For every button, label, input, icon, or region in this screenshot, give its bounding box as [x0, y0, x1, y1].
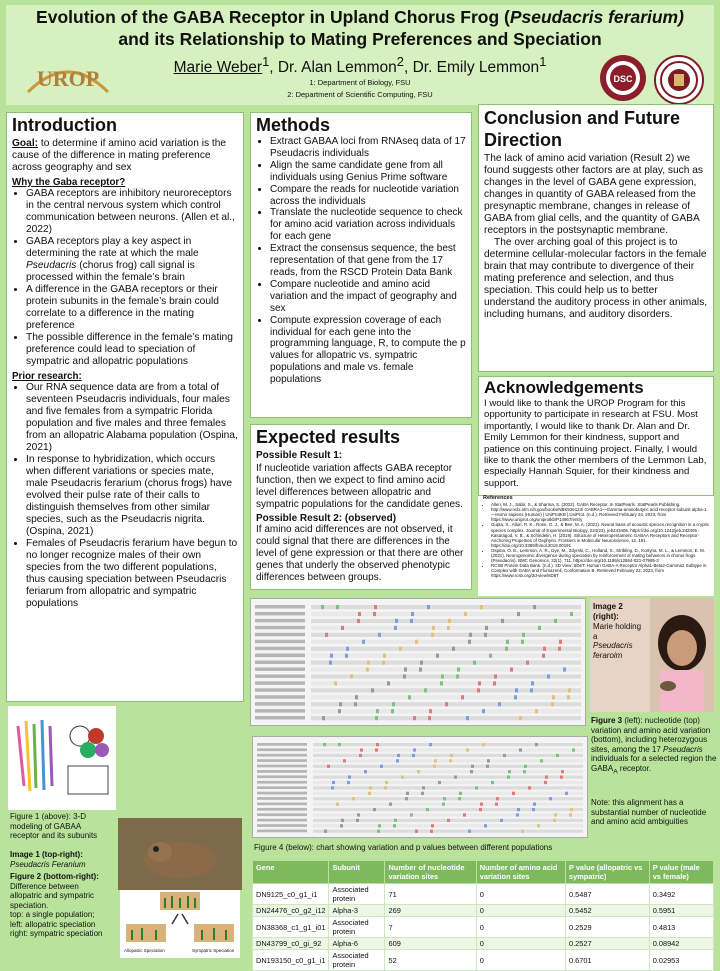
column-header: Number of amino acid variation sites: [476, 861, 565, 884]
methods-step: • Compute expression coverage of each individual for each gene into the programming language, R, to compute the p values for allopatric vs. sympatric populations and male vs. female populations: [270, 315, 466, 386]
poster-title: Evolution of the GABA Receptor in Upland Chorus Frog (Pseudacris ferarium) and its Relationship to Mating Preferences and Speciation: [36, 7, 684, 49]
prior-bullet: • In response to hybridization, which occurs when different variations or species mate, male Pseudacris ferarium (chorus frogs) have evolved their pulse rate of their calls to distinguish themselves from other similar species, such as the Pseudacris nigrita. (Ospina, 2021): [26, 454, 238, 538]
methods-step: • Extract the consensus sequence, the best representation of that gene from the 17 reads, from the RSCD Protein Data Bank: [270, 243, 466, 279]
column-header: P value (allopatric vs sympatric): [565, 861, 649, 884]
image-2-caption: Marie holding a Pseudacris feraroim: [593, 622, 642, 660]
table-cell: 71: [385, 884, 476, 905]
table-cell: 0.4813: [649, 917, 713, 938]
acknowledgements-text: I would like to thank the UROP Program for this opportunity to participate in research at FSU. Most importantly, I would like to thank Dr. Alan and Dr. Emily Lemmon for their kindness, support and patience on this continuing project. Finally, I would like to thank the other members of the Lemmon Lab, especially Hannah Squier, for their kindness and support.: [484, 398, 707, 489]
table-cell: 0.5951: [649, 905, 713, 917]
methods-heading: Methods: [256, 115, 330, 135]
chorus-frog-photo: [118, 818, 242, 890]
introduction-panel: [6, 112, 244, 702]
image-1-label: Image 1 (top-right):: [10, 850, 83, 859]
table-cell: 7: [385, 917, 476, 938]
result-1-heading: Possible Result 1:: [256, 450, 343, 461]
gaba-3d-model-figure: [8, 706, 116, 810]
figure-3-caption: Figure 3 (left): nucleotide (top) variation and amino acid variation (bottom), including heterozygous sites, among the 17 Pseudacris individuals for a selected region the $GABA_A$ receptor.: [591, 716, 717, 776]
image-1-species: Pseudacris Feranium: [10, 860, 86, 869]
svg-text:DSC: DSC: [613, 74, 633, 84]
figure-3-note: Note: this alignment has a substantial number of nucleotide and amino acid ambiguities: [591, 798, 707, 826]
affiliation-2: 2: Department of Scientific Computing, FSU: [287, 90, 433, 99]
figure-2-caption: Figure 2 (bottom-right): Difference between allopatric and sympatric speciation. top: a single population; left: allopatric speciation right: sympatric speciation: [10, 872, 103, 938]
result-1-text: If nucleotide variation affects GABA receptor function, then we expect to find amino acid level differences between allopatric and sympatric populations for the candidate genes.: [256, 463, 463, 510]
prior-research-heading: Prior research:: [12, 371, 82, 382]
table-cell: Associated protein: [329, 884, 385, 905]
expected-results-heading: Expected results: [256, 427, 401, 447]
conclusion-panel: [478, 104, 714, 372]
table-cell: 0.5452: [565, 905, 649, 917]
svg-text:UROP: UROP: [36, 66, 100, 91]
table-cell: DN193150_c0_g1_i1: [253, 950, 329, 971]
table-cell: Associated protein: [329, 917, 385, 938]
reference-item: • Ospina, O. E., Lemmon, A. R., Dye, M., Zdyrski, C., Holland, S., Stribling, D., Kortyna, M. L., & Lemmon, E. M. (2021). Neurogenomic divergence during speciation by reinforcement of mating behaviors in chorus frogs (Pseudacris). BMC Genomics, 22(1), 711. https://doi.org/10.1186/s12864-021-07995-3: [491, 548, 709, 563]
table-cell: DN24476_c0_g2_i12: [253, 905, 329, 917]
table-cell: Alpha-6: [329, 938, 385, 950]
allopatric-label: Allopatric Speciation: [124, 948, 165, 953]
methods-panel: [250, 112, 472, 418]
nucleotide-alignment-image: [250, 598, 586, 726]
table-cell: 0: [476, 938, 565, 950]
why-gaba-heading: Why the Gaba receptor?: [12, 177, 126, 188]
result-2-heading: Possible Result 2: (observed): [256, 513, 397, 524]
methods-step: • Align the same candidate gene from all individuals using Genius Prime software: [270, 160, 466, 184]
table-cell: 0: [476, 884, 565, 905]
table-cell: DN43799_c0_gi_92: [253, 938, 329, 950]
column-header: Number of nucleotide variation sites: [385, 861, 476, 884]
variation-table: [252, 860, 714, 971]
table-row: [253, 938, 714, 950]
expected-results-panel: [250, 424, 472, 590]
table-cell: 0.02953: [649, 950, 713, 971]
methods-step: • Translate the nucleotide sequence to check for amino acid variation across individuals for each gene: [270, 207, 466, 243]
image-2-label: Image 2 (right):: [593, 602, 623, 621]
prior-bullet: • Our RNA sequence data are from a total of seventeen Pseudacris individuals, four males and five females from a sympatric Florida population and five males and three females from an allopatric Alabama population (Ospina, 2021): [26, 382, 238, 454]
conclusion-heading: Conclusion and Future Direction: [484, 108, 680, 150]
table-row: [253, 950, 714, 971]
conclusion-paragraph-1: The lack of amino acid variation (Result 2) we found suggests other factors are at play, such as changes in the level of GABA gene expression, changes in quantity of GABA released from the presynaptic membrane, changes in release of GABA from glial cells, and the quantity of GABA receptors in the postsynaptic membrane.: [484, 153, 703, 236]
conclusion-paragraph-2: The over arching goal of this project is to determine cellular-molecular factors in the female brain that may contribute to divergence of their mating preference and selection, and thus speciation. This could help us to better understand the auditory process in other animals, including humans, and auditory disorders.: [484, 237, 708, 320]
table-cell: Alpha-3: [329, 905, 385, 917]
intro-bullet: • A difference in the GABA receptors or their protein subunits in the female’s brain could correlate to a difference in the mating preference: [26, 284, 238, 332]
table-header-row: [253, 861, 714, 884]
column-header: P value (male vs female): [649, 861, 713, 884]
affiliation-1: 1: Department of Biology, FSU: [309, 78, 411, 87]
acknowledgements-panel: [478, 376, 714, 496]
table-cell: 52: [385, 950, 476, 971]
figure-4-caption: Figure 4 (below): chart showing variation and p values between different populations: [254, 843, 553, 852]
references-panel: [478, 496, 714, 596]
table-cell: 0.6701: [565, 950, 649, 971]
table-row: [253, 905, 714, 917]
table-cell: 609: [385, 938, 476, 950]
speciation-diagram: [120, 890, 240, 958]
table-cell: 0: [476, 905, 565, 917]
reference-item: • Gupta, S., Alluri, R. K., Rose, G. J., & Bee, M. A. (2021). Neural basis of acoustic species recognition in a cryptic species complex. Journal of Experimental Biology, 224(23), jeb243405. https://doi.org/10.1242/jeb.243405 -Kasaragod, V. B., & Schindelin, H. (2019). Structure of Heteropentameric GABAA Receptors and Receptor-Anchoring Properties of Gephyrin. Frontiers in Molecular Neuroscience, 12, 191. https://doi.org/10.3389/fnmol.2019.00191: [491, 522, 709, 547]
column-header: Subunit: [329, 861, 385, 884]
table-cell: 0: [476, 950, 565, 971]
table-cell: DN38368_c1_g1_i01: [253, 917, 329, 938]
reference-item: • Allen, M. J., Sabir, S., & Sharma, S. (2022). GABA Receptor. In StatPearls. StatPearls Publishing. http://www.ncbi.nlm.nih.gov/books/NBK526124/ GABRA1—Gamma-aminobutyric acid receptor subunit alpha-1—Homo sapiens (Human) | UniProtKB | UniProt. (n.d.). Retrieved February 24, 2023, from https://www.uniprot.org/uniprotkb/P14867/entry: [491, 502, 709, 522]
reference-item: • RCSB Protein Data Bank. (n.d.). 3D View: 6D6T: Human GABA-A Receptor Alpha1-Beta2-Gamma2 Subtype in Complex with GABA and Flumazenil, Conformation B. Retrieved February 22, 2023, from https://www.rcsb.org/3d-view/6D6T: [491, 563, 709, 578]
table-cell: Associated protein: [329, 950, 385, 971]
acknowledgements-heading: Acknowledgements: [484, 378, 644, 397]
table-row: [253, 884, 714, 905]
table-cell: 0.3492: [649, 884, 713, 905]
table-cell: 0.2527: [565, 938, 649, 950]
references-heading: References: [483, 495, 513, 501]
table-cell: 0.5487: [565, 884, 649, 905]
intro-bullet: • The possible difference in the female’s mating preference could lead to speciation of sympatric and allopatric populations: [26, 332, 238, 368]
dsc-logo: [600, 55, 646, 101]
table-cell: 0.08942: [649, 938, 713, 950]
methods-step: • Compare the reads for nucleotide variation across the individuals: [270, 184, 466, 208]
table-cell: DN9125_c0_g1_i1: [253, 884, 329, 905]
author-list: Marie Weber$^1$, Dr. Alan Lemmon$^2$, Dr. Emily Lemmon$^1$: [173, 54, 547, 77]
fsu-seal-logo: [654, 55, 704, 105]
methods-step: • Compare nucleotide and amino acid variation and the impact of geography and sex: [270, 279, 466, 315]
table-cell: 0.2529: [565, 917, 649, 938]
intro-bullet: • GABA receptors are inhibitory neuroreceptors in the central nervous system which control communication between neurons. (Allen et al., 2022): [26, 188, 238, 236]
column-header: Gene: [253, 861, 329, 884]
intro-bullet: • GABA receptors play a key aspect in determining the rate at which the male Pseudacris (chorus frog) call signal is processed within the female’s brain: [26, 236, 238, 284]
goal-text: Goal: to determine if amino acid variation is the cause of the difference in mating preference across geography and sex: [12, 138, 227, 173]
urop-logo: [18, 52, 118, 96]
prior-bullet: • Females of Pseudacris ferarium have begun to no longer recognize males of their own species from the two different populations, thus causing speciation between Pseudacris feriarum from allopatric and sympatric populations: [26, 538, 238, 610]
table-row: [253, 917, 714, 938]
amino-acid-alignment-image: [252, 736, 588, 838]
methods-step: • Extract GABAA loci from RNAseq data of 17 Pseudacris individuals: [270, 136, 466, 160]
sympatric-label: Sympatric Speciation: [192, 948, 235, 953]
result-2-text: If amino acid differences are not observed, it could signal that there are differences in the level of gene expression or that there are other genes that underly the observed phenotypic differences between groups.: [256, 524, 464, 583]
figure-1-caption: Figure 1 (above): 3-D modeling of GABAA receptor and its subunits: [10, 812, 98, 840]
table-cell: 269: [385, 905, 476, 917]
introduction-heading: Introduction: [12, 115, 117, 135]
table-cell: 0: [476, 917, 565, 938]
